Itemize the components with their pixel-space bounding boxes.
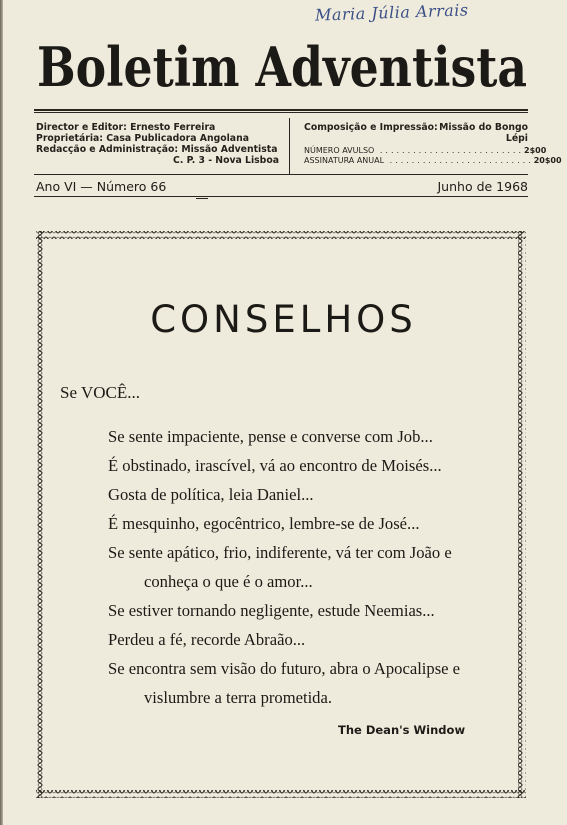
advice-line: É mesquinho, egocêntrico, lembre-se de José... [108,514,420,533]
masthead-rule-top [34,109,528,111]
composition-value: Missão do Bongo [439,122,528,133]
issue-rule [34,196,528,197]
advice-line: É obstinado, irascível, vá ao encontro de Moisés... [108,456,442,475]
price-leader: .......................... [384,156,534,165]
advice-line-continuation: conheça o que é o amor... [144,572,313,591]
advice-line: Se sente apático, frio, indiferente, vá ter com João e [108,543,452,562]
price-label: NÚMERO AVULSO [304,146,375,155]
handwritten-signature: Maria Júlia Arrais [314,0,469,25]
composition-label: Composição e Impressão: [304,122,438,133]
composition-line [304,122,528,133]
advice-line-continuation: vislumbre a terra prometida. [144,688,332,707]
issue-rule-mark [196,198,208,199]
issue-line [36,179,528,194]
price-label: ASSINATURA ANUAL [304,156,385,165]
masthead-rule-bottom [34,112,528,113]
issue-date: Junho de 1968 [437,179,528,194]
advice-line: Se estiver tornando negligente, estude Neemias... [108,601,435,620]
price-value: 20$00 [533,156,562,165]
advice-line: Gosta de política, leia Daniel... [108,485,314,504]
credit-owner: Proprietária: Casa Publicadora Angolana [36,133,249,144]
price-leader: .......................... [374,146,524,155]
credit-director: Director e Editor: Ernesto Ferreira [36,122,216,133]
article-heading: CONSELHOS [150,298,417,341]
info-rule [34,174,528,175]
credits-right [304,122,562,166]
advice-line: Se sente impaciente, pense e converse com Job... [108,427,433,446]
article-intro: Se VOCÊ... [60,383,140,402]
article-source: The Dean's Window [338,723,466,737]
masthead-title [34,36,530,98]
advice-line: Perdeu a fé, recorde Abraão... [108,630,306,649]
advice-list [108,422,518,712]
price-annual-subscription [304,156,562,166]
credits-left [36,122,281,166]
price-value: 2$00 [524,146,547,155]
advice-line: Se encontra sem visão do futuro, abra o Apocalipse e [108,659,461,678]
composition-location: Lépi [505,133,528,144]
masthead-title-text: Boletim Adventista [37,35,527,99]
page-edge [0,0,3,825]
credits-separator [289,118,290,174]
credit-administration: Redacção e Administração: Missão Adventista [36,144,278,155]
issue-number: Ano VI — Número 66 [36,179,167,194]
price-single-issue [304,146,547,156]
credit-address: C. P. 3 - Nova Lisboa [173,155,279,166]
